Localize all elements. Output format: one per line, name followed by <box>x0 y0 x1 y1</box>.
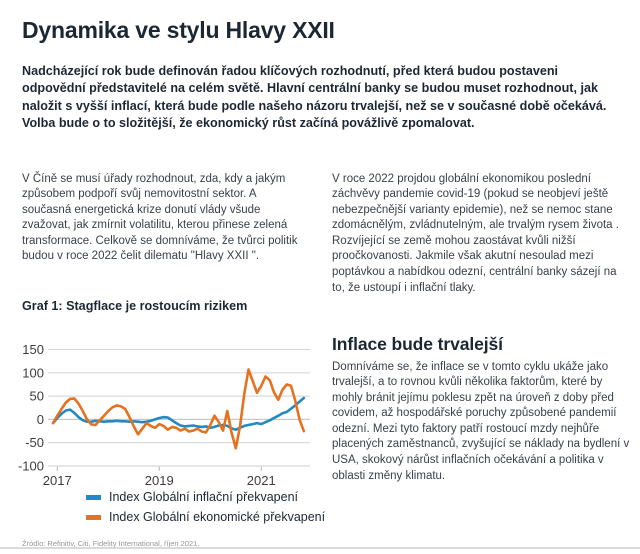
source-note: Źródlo: Refinitiv, Citi, Fidelity International, říjen 2021. <box>22 538 200 548</box>
body-paragraph-inflation: Domníváme se, že inflace se v tomto cyklu ukáže jako trvalejší, a to rovnou kvůli několika faktorům, které by mohly bránit jejímu poklesu zpět na úroveň z doby před covidem, až hospodářské poruchy způsobené pandemií odezní. Mezi tyto faktory patří rostoucí mzdy nejhůře placených zaměstnanců, zvyšující se náklady na bydlení v USA, skokový nárůst inflačních očekávání a politika v oblasti změny klimatu. <box>332 360 630 482</box>
y-tick-label: 0 <box>36 411 44 427</box>
page-title: Dynamika ve stylu Hlavy XXII <box>22 17 335 44</box>
chart-canvas <box>0 338 330 492</box>
legend-label: Index Globální ekonomické překvapení <box>109 510 326 524</box>
y-tick-label: -50 <box>25 435 44 451</box>
series-line <box>53 370 304 449</box>
legend-marker-icon <box>86 515 101 520</box>
x-tick-label: 2021 <box>246 473 276 488</box>
line-chart <box>0 338 330 492</box>
y-tick-label: 150 <box>22 342 44 357</box>
chart-title: Graf 1: Stagflace je rostoucím rizikem <box>22 298 248 313</box>
y-tick-label: 50 <box>29 388 44 404</box>
legend-marker-icon <box>86 495 101 500</box>
body-paragraph-2022: V roce 2022 projdou globální ekonomikou poslední záchvěvy pandemie covid-19 (pokud se neobjeví ještě nebezpečnější varianty epidemie), než se nemoc stane zdomácnělým, zvládnutelným, ale trvalým rysem života . Rozvíjející se země mohou zaostávat kvůli nižší proočkovanosti. Jakmile však akutní nesoulad mezi poptávkou a nabídkou odezní, centrální banky sázejí na to, že ustoupí i inflační tlaky. <box>332 172 619 294</box>
y-tick-label: -100 <box>17 458 44 474</box>
section-heading-inflation: Inflace bude trvalejší <box>332 333 503 354</box>
intro-paragraph: Nadcházející rok bude definován řadou klíčových rozhodnutí, před která budou postaveni odpovědní představitelé na celém světě. Hlavní centrální banky se budou muset rozhodnout, jak naložit s vyšší inflací, která bude podle našeho názoru trvalejší, než se v současné době očekává. Volba bude o to složitější, že ekonomický růst začíná povážlivě zpomalovat. <box>22 63 607 131</box>
body-paragraph-china: V Číně se musí úřady rozhodnout, zda, kdy a jakým způsobem podpoří svůj nemovitostní sektor. A současná energetická krize donutí vlády všude zvažovat, jak zmírnit volatilitu, kterou přinese zelená transformace. Celkově se domníváme, že tvůrci politik budou v roce 2022 čelit dilematu "Hlavy XXII ". <box>22 172 298 263</box>
bottom-divider <box>0 547 640 549</box>
x-tick-label: 2017 <box>42 473 72 488</box>
chart-legend <box>86 489 330 525</box>
legend-item <box>86 509 330 525</box>
legend-label: Index Globální inflační překvapení <box>109 490 299 504</box>
y-tick-label: 100 <box>22 365 44 381</box>
legend-item <box>86 489 330 505</box>
x-tick-label: 2019 <box>144 473 174 488</box>
